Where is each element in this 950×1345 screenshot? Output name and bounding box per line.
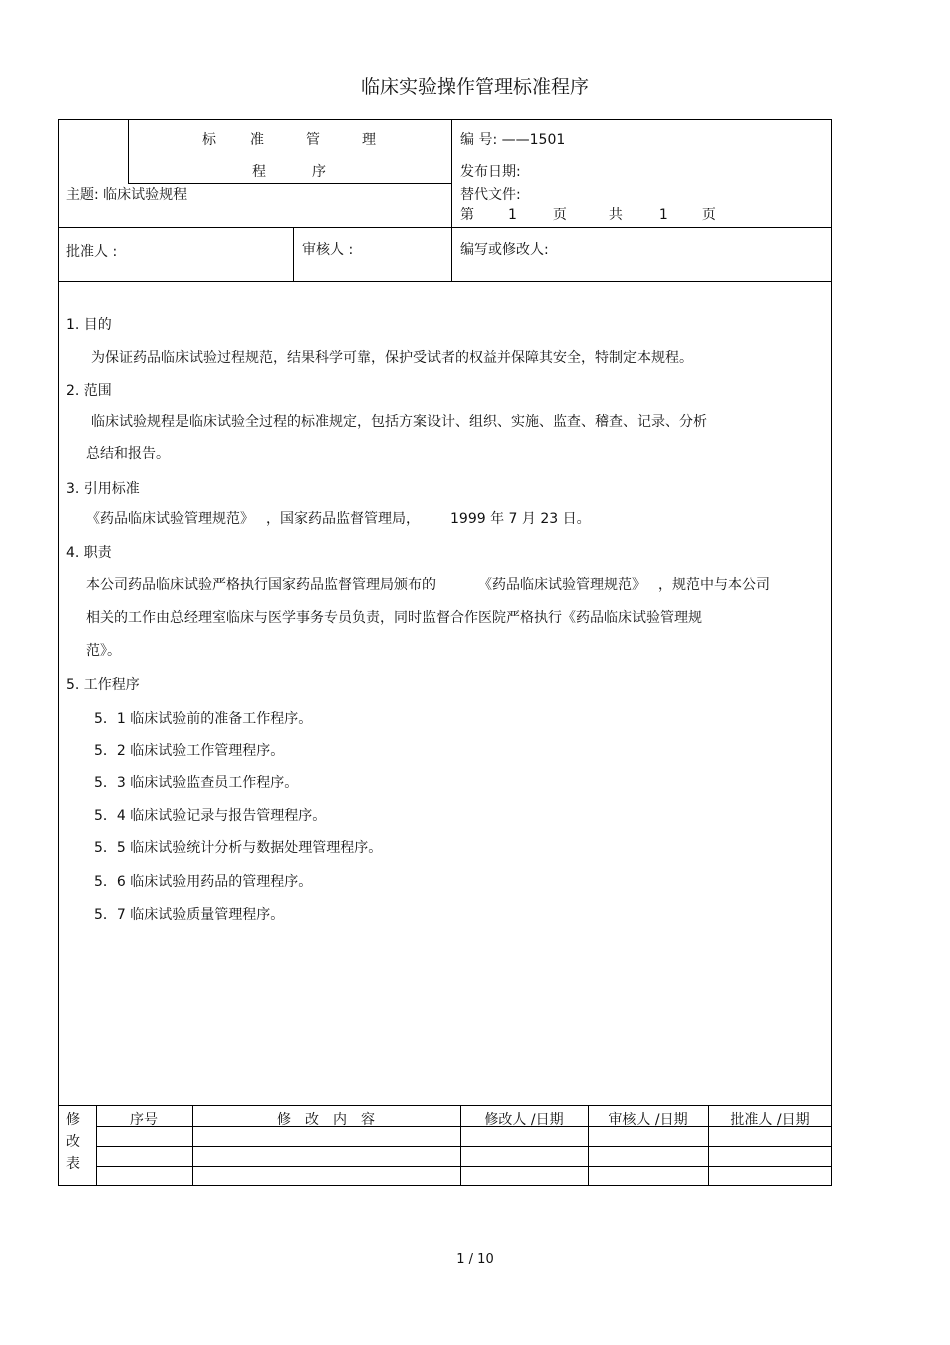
subject: 主题: 临床试验规程 <box>66 187 188 203</box>
procedure-item: 5．2 临床试验工作管理程序。 <box>94 743 285 759</box>
procedure-item: 5．4 临床试验记录与报告管理程序。 <box>94 808 327 824</box>
section-text: 《药品临床试验管理规范》 ，国家药品监督管理局， 1999 年 7 月 23 日。 <box>86 511 591 527</box>
revision-table-top <box>58 1105 832 1106</box>
approver-label: 批准人 : <box>66 244 118 260</box>
category-line-2: 程 序 <box>252 164 326 180</box>
revision-col-header: 序号 <box>130 1112 158 1128</box>
procedure-item: 5．7 临床试验质量管理程序。 <box>94 907 285 923</box>
replace-document-label: 替代文件: <box>460 187 521 203</box>
divider <box>58 227 832 228</box>
section-text: 为保证药品临床试验过程规范，结果科学可靠，保护受试者的权益并保障其安全，特制定本规程。 <box>91 350 693 366</box>
page-number: 1 / 10 <box>456 1252 494 1267</box>
section-heading: 3. 引用标准 <box>66 481 140 497</box>
revision-side-label: 表 <box>66 1156 80 1172</box>
category-line-1: 标 准 管 理 <box>202 132 376 148</box>
release-date-label: 发布日期: <box>460 164 521 180</box>
document-form <box>58 119 832 1186</box>
divider <box>128 119 129 183</box>
section-text: 临床试验规程是临床试验全过程的标准规定，包括方案设计、组织、实施、监查、稽查、记录、分析 <box>91 414 707 430</box>
procedure-item: 5．1 临床试验前的准备工作程序。 <box>94 711 313 727</box>
reviewer-label: 审核人 : <box>302 242 354 258</box>
revision-col-header: 修 改 内 容 <box>277 1112 375 1128</box>
revision-col-header: 批准人 /日期 <box>730 1112 810 1128</box>
section-text: 相关的工作由总经理室临床与医学事务专员负责，同时监督合作医院严格执行《药品临床试验管理规 <box>86 610 702 626</box>
divider <box>58 281 832 282</box>
divider <box>293 227 294 281</box>
page-title: 临床实验操作管理标准程序 <box>360 76 589 98</box>
editor-label: 编写或修改人: <box>460 242 549 258</box>
section-heading: 5. 工作程序 <box>66 677 140 693</box>
document-number: 编 号: ——1501 <box>460 132 566 148</box>
section-text: 总结和报告。 <box>86 446 170 462</box>
revision-row-line <box>96 1146 832 1147</box>
revision-col-header: 修改人 /日期 <box>484 1112 564 1128</box>
section-heading: 1. 目的 <box>66 317 112 333</box>
section-heading: 2. 范围 <box>66 383 112 399</box>
revision-side-label: 修 <box>66 1112 80 1128</box>
section-text: 范》。 <box>86 643 121 659</box>
page-info: 第 1 页 共 1 页 <box>460 207 716 223</box>
procedure-item: 5．3 临床试验监查员工作程序。 <box>94 775 299 791</box>
revision-side-label: 改 <box>66 1134 80 1150</box>
divider <box>451 119 452 281</box>
revision-row-line <box>96 1166 832 1167</box>
section-heading: 4. 职责 <box>66 545 112 561</box>
procedure-item: 5．6 临床试验用药品的管理程序。 <box>94 874 313 890</box>
section-text: 本公司药品临床试验严格执行国家药品监督管理局颁布的 《药品临床试验管理规范》 ，规范中与本公司 <box>86 577 770 593</box>
revision-col-header: 审核人 /日期 <box>608 1112 688 1128</box>
procedure-item: 5．5 临床试验统计分析与数据处理管理程序。 <box>94 840 383 856</box>
